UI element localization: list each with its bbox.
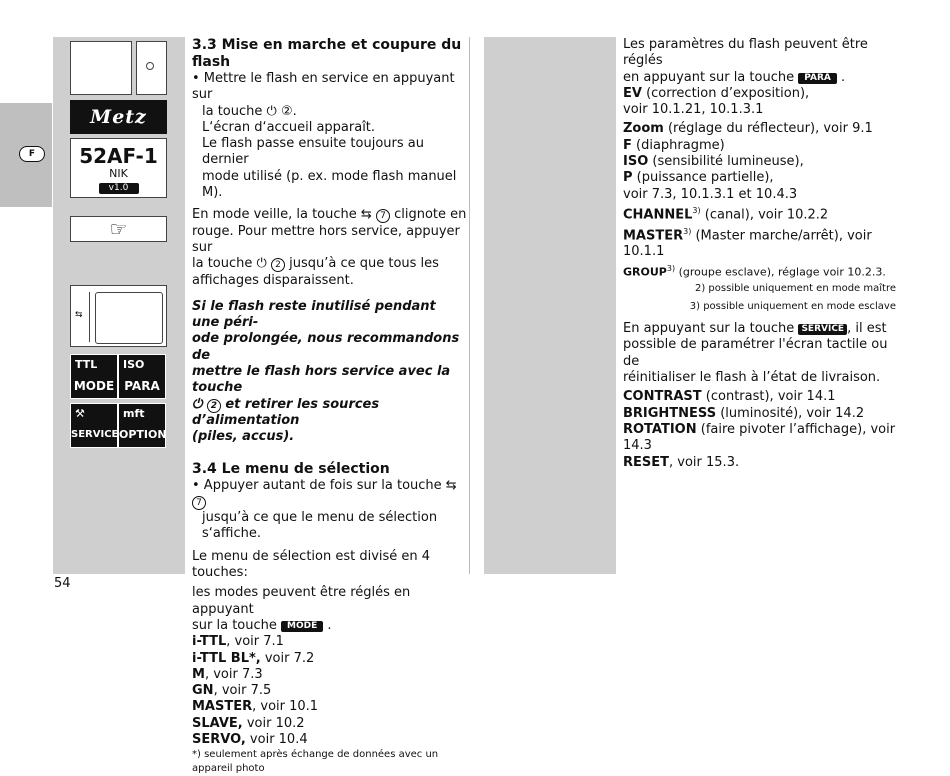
text-line: jusqu’à ce que le menu de sélection	[202, 510, 438, 526]
tile-option-top: mft	[123, 407, 145, 420]
warning-line: mettre le flash hors service avec la touche	[192, 364, 451, 396]
text-span: • Appuyer autant de fois sur la touche	[192, 477, 442, 493]
text-line: rouge. Pour mettre hors service, appuyer sur	[192, 223, 460, 255]
power-icon: ⏻	[266, 103, 277, 119]
tile-service	[70, 403, 118, 448]
tile-para	[118, 354, 166, 399]
power-icon: ⏻	[256, 256, 267, 272]
mode-item: GN, voir 7.5	[192, 683, 272, 699]
param-item: EV (correction d’exposition),	[623, 85, 810, 101]
language-badge: F	[19, 146, 45, 162]
text-span: ②.	[280, 103, 297, 119]
service-key-icon: SERVICE	[798, 324, 847, 335]
text-line: les modes peuvent être réglés en appuyant	[192, 585, 411, 617]
tile-mode-top: TTL	[75, 358, 98, 371]
param-item: F (diaphragme)	[623, 137, 725, 153]
warning-line: ode prolongée, nous recommandons de	[192, 331, 460, 363]
option-item: BRIGHTNESS (luminosité), voir 14.2	[623, 405, 865, 421]
column-divider	[469, 37, 470, 574]
text-span: et retirer les sources d’alimentation	[192, 396, 380, 428]
model-version: v1.0	[99, 183, 139, 194]
arrows-icon: ⇆	[360, 207, 372, 223]
text-span: En mode veille, la touche	[192, 207, 357, 223]
text-line: Le flash passe ensuite toujours au dernier	[202, 136, 424, 168]
flash-front-illustration	[70, 41, 132, 95]
model-label	[70, 138, 167, 198]
text-line: Le menu de sélection est divisé en 4 touches:	[192, 548, 431, 581]
footnote: 2) possible uniquement en mode maître	[694, 283, 896, 295]
text-line	[192, 207, 467, 223]
footnote: *) seulement après échange de données avec un appareil photo	[192, 749, 439, 775]
tile-mode	[70, 354, 118, 399]
mode-item: MASTER, voir 10.1	[192, 699, 319, 715]
text-line: réinitialiser le flash à l’état de livraison.	[623, 370, 881, 386]
number-7-icon: 7	[376, 209, 390, 223]
tile-option	[118, 403, 166, 448]
option-item: CONTRAST (contrast), voir 14.1	[623, 389, 836, 405]
arrows-icon: ⇆	[75, 310, 83, 320]
param-item: GROUP$^{3)}$ (groupe esclave), réglage voir 10.2.3.	[623, 263, 886, 279]
text-line: affichages disparaissent.	[192, 272, 354, 288]
number-2-icon: 2	[271, 258, 285, 272]
number-7-icon: 7	[192, 496, 206, 510]
flash-back-illustration	[70, 285, 167, 347]
text-span: la touche	[202, 103, 263, 119]
flash-side-illustration	[136, 41, 167, 95]
text-line	[192, 478, 467, 511]
text-line: mode utilisé (p. ex. mode flash manuel M).	[202, 168, 457, 201]
footnote: 3) possible uniquement en mode esclave	[689, 301, 896, 313]
text-line: en appuyant sur la touche PARA .	[623, 69, 846, 85]
text-line	[192, 104, 467, 120]
text-column-2	[623, 37, 901, 471]
text-span: jusqu’à ce que tous les	[289, 256, 439, 272]
tile-para-bottom: PARA	[124, 379, 160, 393]
param-item: P (puissance partielle),	[623, 170, 774, 186]
model-sub: NIK	[109, 167, 128, 180]
wrench-icon: ⚒	[75, 407, 85, 420]
mode-item: i-TTL BL*, voir 7.2	[192, 650, 315, 666]
tile-mode-bottom: MODE	[73, 379, 115, 393]
text-span: sur la touche	[192, 617, 277, 633]
mode-item: SERVO, voir 10.4	[192, 731, 308, 747]
text-column-1	[192, 37, 467, 776]
button-icon	[146, 62, 154, 70]
tile-option-bottom: OPTION	[119, 428, 167, 441]
tile-para-top: ISO	[123, 358, 145, 371]
power-icon: ⏻	[192, 396, 203, 412]
text-line: voir 7.3, 10.1.3.1 et 10.4.3	[623, 186, 798, 202]
text-line: voir 10.1.21, 10.1.3.1	[623, 102, 764, 118]
mode-item: M, voir 7.3	[192, 666, 263, 682]
warning-line: (piles, accus).	[192, 429, 295, 445]
page-number: 54	[54, 576, 71, 591]
text-span: clignote en	[394, 207, 467, 223]
param-item: MASTER$^{3)}$ (Master marche/arrêt), voir 10.1.1	[623, 226, 872, 260]
param-item: ISO (sensibilité lumineuse),	[623, 154, 804, 170]
heading-3-3: 3.3 Mise en marche et coupure du flash	[192, 37, 462, 70]
para-key-icon: PARA	[798, 73, 837, 84]
brand-logo: Metz	[70, 100, 167, 134]
text-line: • Mettre le flash en service en appuyant sur	[192, 71, 455, 103]
param-item: Zoom (réglage du réflecteur), voir 9.1	[623, 121, 873, 137]
text-line: L‘écran d‘accueil apparaît.	[202, 119, 376, 135]
text-line: sur la touche MODE .	[192, 617, 332, 633]
text-line: possible de paramétrer l'écran tactile ou de	[623, 337, 888, 369]
option-item: ROTATION (faire pivoter l’affichage), voir 14.3	[623, 421, 896, 454]
text-line: s‘affiche.	[202, 526, 261, 542]
screen-outline	[95, 292, 163, 344]
arrows-icon: ⇆	[445, 477, 457, 493]
option-item: RESET, voir 15.3.	[623, 454, 740, 470]
param-item: CHANNEL$^{3)}$ (canal), voir 10.2.2	[623, 205, 829, 223]
middle-gray-panel	[484, 37, 616, 574]
warning-line	[192, 397, 467, 430]
number-2-icon: 2	[207, 399, 221, 413]
text-line	[192, 256, 467, 272]
heading-3-4: 3.4 Le menu de sélection	[192, 460, 390, 477]
model-name: 52AF-1	[79, 144, 158, 168]
text-line: En appuyant sur la touche SERVICE , il est	[623, 321, 887, 337]
mode-key-icon: MODE	[281, 621, 323, 632]
mode-item: i-TTL, voir 7.1	[192, 634, 284, 650]
warning-line: Si le flash reste inutilisé pendant une péri-	[192, 298, 436, 331]
pointing-hand-icon: ☞	[70, 216, 167, 242]
tile-service-bottom: SERVICE	[71, 429, 119, 440]
text-span: la touche	[192, 256, 253, 272]
mode-item: SLAVE, voir 10.2	[192, 715, 305, 731]
text-line: Les paramètres du flash peuvent être réglés	[623, 37, 868, 69]
